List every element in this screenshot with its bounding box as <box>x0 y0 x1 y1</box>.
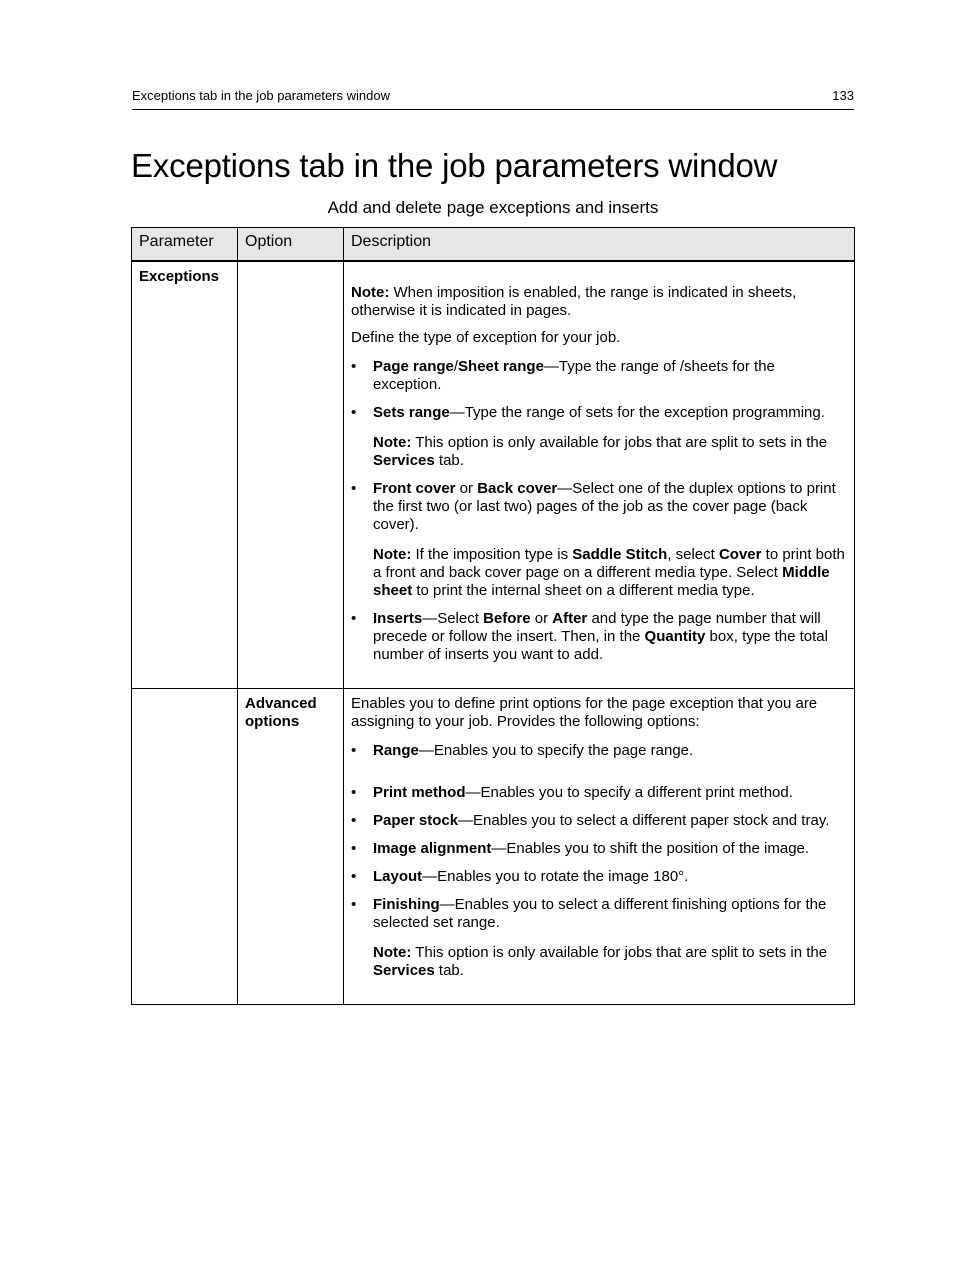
column-header-parameter: Parameter <box>132 228 238 262</box>
column-header-description: Description <box>344 228 855 262</box>
parameter-cell: Exceptions <box>132 261 238 689</box>
advanced-options-list <box>351 742 847 980</box>
option-cell <box>238 261 344 689</box>
list-item: • Print method—Enables you to specify a different print method. <box>351 784 793 801</box>
note: Note: This option is only available for jobs that are split to sets in the Services tab. <box>373 434 828 469</box>
list-item: • Image alignment—Enables you to shift the position of the image. <box>351 840 810 857</box>
parameters-table <box>131 227 855 1005</box>
running-header <box>132 88 854 110</box>
list-item: • Inserts—Select Before or After and type the page number that will precede or follow the insert. Then, in the Quantity box, type the total number of inserts you want to add. <box>351 610 828 663</box>
note: Note: This option is only available for jobs that are split to sets in the Services tab. <box>373 944 828 979</box>
description-intro: Enables you to define print options for the page exception that you are assigning to your job. Provides the following options: <box>351 695 818 730</box>
note: Note: When imposition is enabled, the range is indicated in sheets, otherwise it is indicated in pages. <box>351 284 797 319</box>
description-cell <box>344 689 855 1005</box>
list-item: • Page range/Sheet range—Type the range of /sheets for the exception. <box>351 358 775 393</box>
exception-type-list <box>351 358 847 664</box>
table-header-row <box>132 228 855 262</box>
table-caption: Add and delete page exceptions and inserts <box>327 198 659 217</box>
description-cell <box>344 261 855 689</box>
parameter-cell <box>132 689 238 1005</box>
description-intro: Define the type of exception for your job. <box>351 329 621 346</box>
list-item: • Paper stock—Enables you to select a different paper stock and tray. <box>351 812 830 829</box>
page-number: 133 <box>832 88 854 103</box>
table-row <box>132 689 855 1005</box>
running-header-title: Exceptions tab in the job parameters window <box>132 88 390 103</box>
list-item: • Front cover or Back cover—Select one of the duplex options to print the first two (or last two) pages of the job as the cover page (back cover). Note: If the imposition type is Saddle Stitch, select Cover to print both a front and back cover page on a different media type. Select Middle sheet to print the internal sheet on a different media type. <box>351 480 847 600</box>
list-item: • Finishing—Enables you to select a different finishing options for the selected set range. Note: This option is only available for jobs that are split to sets in the Services tab. <box>351 896 847 980</box>
list-item: • Range—Enables you to specify the page range. <box>351 742 694 759</box>
note-label: Note: <box>351 284 390 301</box>
note: Note: If the imposition type is Saddle Stitch, select Cover to print both a front and back cover page on a different media type. Select Middle sheet to print the internal sheet on a different media type. <box>373 546 845 599</box>
page-title: Exceptions tab in the job parameters window <box>131 147 778 184</box>
option-cell: Advanced options <box>238 689 344 1005</box>
list-item: • Sets range—Type the range of sets for the exception programming. Note: This option is only available for jobs that are split to sets in the Services tab. <box>351 404 847 470</box>
table-row <box>132 261 855 689</box>
list-item: • Layout—Enables you to rotate the image 180°. <box>351 868 689 885</box>
column-header-option: Option <box>238 228 344 262</box>
